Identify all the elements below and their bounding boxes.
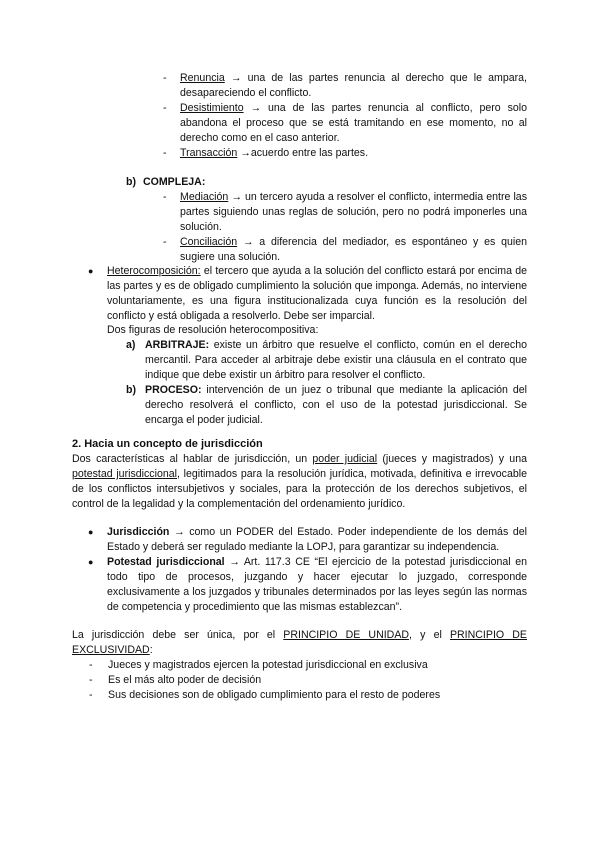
definition: → un tercero ayuda a resolver el conflicto, intermedia entre las partes siguiendo unas reglas de solución, pero no podrá imponerles una solución.	[180, 191, 527, 233]
list-item	[163, 190, 527, 235]
term: Jurisdicción	[107, 526, 170, 538]
list-item	[163, 101, 527, 146]
definition: → una de las partes renuncia al derecho que le ampara, desapareciendo el conflicto.	[180, 72, 527, 99]
hetero-term: Heterocomposición:	[107, 265, 201, 277]
definition: → a diferencia del mediador, es espontáneo y es quien sugiere una solución.	[180, 236, 527, 263]
list-item	[163, 71, 527, 101]
compleja-heading	[126, 175, 205, 190]
definition: → Art. 117.3 CE “El ejercicio de la potestad jurisdiccional en todo tipo de procesos, juzgando y hacer ejecutar lo juzgado, corresponde exclusivamente a los juzgados y tribunales determinados por las leyes según las normas de competencia y procedimiento que las mismas establezcan”.	[107, 556, 527, 613]
definition: → como un PODER del Estado. Poder independiente de los demás del Estado y deberá ser regulado mediante la LOPJ, para garantizar su independencia.	[107, 526, 527, 553]
text-run: La jurisdicción debe ser única, por el	[72, 629, 284, 641]
term: Renuncia	[180, 72, 225, 84]
term: Mediación	[180, 191, 229, 203]
dash-marker: -	[163, 236, 167, 248]
dash-marker: -	[163, 102, 167, 114]
poder-judicial-term: poder judicial	[312, 453, 378, 465]
text-run: Dos características al hablar de jurisdicción, un	[72, 453, 313, 465]
list-item	[126, 383, 527, 428]
potestad-term: potestad jurisdiccional	[72, 468, 177, 480]
text-run: , legitimados para la resolución jurídica, motivada, definitiva e irrevocable de los conflictos intersubjetivos y sociales, para la protección de los derechos subjetivos, el control de la legalidad y la complementación del ordenamiento jurídico.	[72, 468, 527, 510]
dash-marker: -	[89, 674, 93, 686]
text-run: :	[149, 644, 153, 656]
list-item	[89, 673, 527, 688]
compleja-title: COMPLEJA:	[142, 176, 206, 188]
list-item	[89, 658, 527, 673]
hetero-text: el tercero que ayuda a la solución del conflicto estará por encima de las partes y es de obligado cumplimiento la solución que imponga. Además, no interviene voluntariamente, es una figura institucionalizada cuya función es la resolución del conflicto y está obligada a resolverlo. Debe ser imparcial.	[107, 265, 527, 322]
bullet-marker: ●	[88, 527, 94, 537]
dash-marker: -	[163, 147, 167, 159]
hetero-intro: Dos figuras de resolución heterocompositiva:	[107, 324, 319, 336]
list-item	[163, 146, 527, 161]
list-item	[126, 338, 527, 383]
term: Conciliación	[180, 236, 238, 248]
list-text: Es el más alto poder de decisión	[108, 674, 262, 686]
text-run: (jueces y magistrados) y una	[377, 453, 527, 465]
list-text: Jueces y magistrados ejercen la potestad jurisdiccional en exclusiva	[108, 659, 428, 671]
term: Transacción	[180, 147, 238, 159]
list-item	[163, 235, 527, 265]
text-run: , y el	[409, 629, 450, 641]
definition: intervención de un juez o tribunal que mediante la aplicación del derecho resolverá el conflicto, con el uso de la potestad jurisdiccional. Se encarga el poder judicial.	[145, 384, 527, 426]
principles-paragraph	[72, 628, 527, 658]
list-text: Sus decisiones son de obligado cumplimiento para el resto de poderes	[108, 689, 441, 701]
bullet-marker: ●	[88, 557, 94, 567]
simple-list	[163, 71, 527, 161]
hetero-paragraph	[88, 264, 527, 324]
principio-exclusividad: PRINCIPIO DE EXCLUSIVIDAD	[72, 629, 527, 656]
list-item	[88, 525, 527, 555]
dash-marker: -	[89, 659, 93, 671]
principles-list	[89, 658, 527, 703]
term: ARBITRAJE:	[145, 339, 210, 351]
hetero-list	[126, 338, 527, 428]
list-item	[89, 688, 527, 703]
section-paragraph	[72, 452, 527, 512]
compleja-list	[163, 190, 527, 265]
term: Potestad jurisdiccional	[107, 556, 225, 568]
dash-marker: -	[163, 191, 167, 203]
definition: existe un árbitro que resuelve el conflicto, común en el derecho mercantil. Para acceder al arbitraje debe existir una cláusula en el contrato que indique que debe existir un árbitro para resolver el conflicto.	[145, 339, 527, 381]
dash-marker: -	[163, 72, 167, 84]
list-item	[88, 555, 527, 615]
definition: →acuerdo entre las partes.	[237, 147, 369, 159]
dash-marker: -	[89, 689, 93, 701]
section-bullets	[88, 525, 527, 615]
term: Desistimiento	[180, 102, 244, 114]
compleja-label: b)	[126, 176, 136, 188]
item-label: b)	[126, 384, 136, 396]
definition: → una de las partes renuncia al conflicto, pero solo abandona el proceso que se está tramitando en ese momento, no al derecho como en el caso anterior.	[180, 102, 527, 144]
bullet-marker: ●	[88, 266, 94, 276]
term: PROCESO:	[145, 384, 202, 396]
section-heading: 2. Hacia un concepto de jurisdicción	[72, 438, 263, 450]
principio-unidad: PRINCIPIO DE UNIDAD	[283, 629, 410, 641]
item-label: a)	[126, 339, 136, 351]
